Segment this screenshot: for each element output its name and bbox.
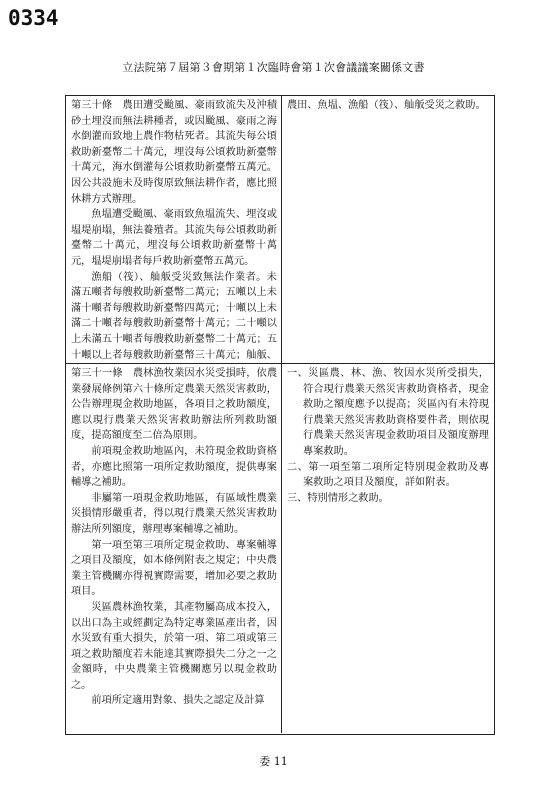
article-31-number: 第三十一條 — [71, 368, 123, 379]
article-30-number: 第三十條 — [71, 100, 113, 111]
article-31-paragraph-1: 農林漁牧業因水災受損時，依農業發展條例第六十條所定農業天然災害救助，公告辦理現金救助地區，各項目之救助額度，應以現行農業天然災害救助辦法所列救助額度，提高額度至二倍為原則。 — [71, 368, 278, 442]
page-number: 0334 — [8, 6, 59, 30]
page-footer: 委 11 — [259, 755, 288, 768]
article-31-explanation-cell — [282, 364, 493, 733]
article-31-explanation-item-3: 三、特別情形之救助。 — [287, 492, 389, 504]
article-31-explanation-item-1: 一、災區農、林、漁、牧因水災所受損失，符合現行農業天然災害救助資格者，現金救助之額度應予以提高；災區內有未符現行農業天然災害救助資格要件者，則依現行農業天然災害現金救助項目及額度辦理專案救助。 — [287, 368, 489, 457]
article-31-text-cell — [66, 364, 282, 733]
article-31-paragraph-3: 非屬第一項現金救助地區，有區域性農業災損情形嚴重者，得以現行農業天然災害救助辦法所列額度，辦理專案輔導之補助。 — [71, 492, 277, 535]
article-31-paragraph-4: 第一項至第三項所定現金救助、專案輔導之項目及額度，如本條例附表之規定；中央農業主管機關亦得視實際需要，增加必要之救助項目。 — [71, 539, 277, 598]
article-30-explanation-cell — [282, 96, 493, 363]
table-row-article-31 — [66, 364, 494, 733]
article-31-paragraph-2: 前項現金救助地區內，未符現金救助資格者，亦應比照第一項所定救助額度，提供專案輔導之補助。 — [71, 445, 277, 489]
article-31-explanation-item-2: 二、第一項至第二項所定特別現金救助及專案救助之項目及額度，詳如附表。 — [287, 461, 489, 489]
article-30-text-cell — [66, 96, 282, 363]
article-30-paragraph-2: 魚塭遭受颱風、豪雨致魚塭流失、埋沒或塭堤崩塌，無法養殖者。其流失每公頃救助新臺幣二十萬元，埋沒每公頃救助新臺幣十萬元，塭堤崩塌者每戶救助新臺幣五萬元。 — [71, 209, 277, 267]
article-31-paragraph-6: 前項所定適用對象、損失之認定及計算 — [91, 695, 265, 707]
article-30-paragraph-3: 漁船（筏）、舢舨受災致無法作業者。未滿五噸者每艘救助新臺幣二萬元；五噸以上未滿十噸者每艘救助新臺幣四萬元；十噸以上未滿二十噸者每艘救助新臺幣十萬元；二十噸以上未滿五十噸者每艘救助新臺幣二十萬元；五十噸以上者每艘救助新臺幣三十萬元；舢舨、 — [71, 271, 277, 361]
article-30-explanation: 農田、魚塭、漁船（筏）、舢舨受災之救助。 — [287, 100, 486, 111]
bill-comparison-table — [65, 95, 495, 735]
article-31-paragraph-5: 災區農林漁牧業，其產物屬高成本投入，以出口為主或經劃定為特定專業區產出者，因水災致有重大損失，於第一項、第二項或第三項之救助額度若未能達其實際損失二分之一之金額時，中央農業主管機關應另以現金救助之。 — [71, 601, 277, 691]
article-30-paragraph-1: 農田遭受颱風、豪雨致流失及沖積砂土埋沒而無法耕種者，或因颱風、豪雨之海水倒灌而致地上農作物枯死者。其流失每公頃救助新臺幣二十萬元，埋沒每公頃救助新臺幣十萬元，海水倒灌每公頃救助新臺幣五萬元。因公共設施未及時復原致無法耕作者，應比照休耕方式辦理。 — [71, 100, 278, 205]
table-row-article-30 — [66, 96, 494, 364]
document-header: 立法院第７屆第３會期第１次臨時會第１次會議議案關係文書 — [122, 61, 425, 74]
